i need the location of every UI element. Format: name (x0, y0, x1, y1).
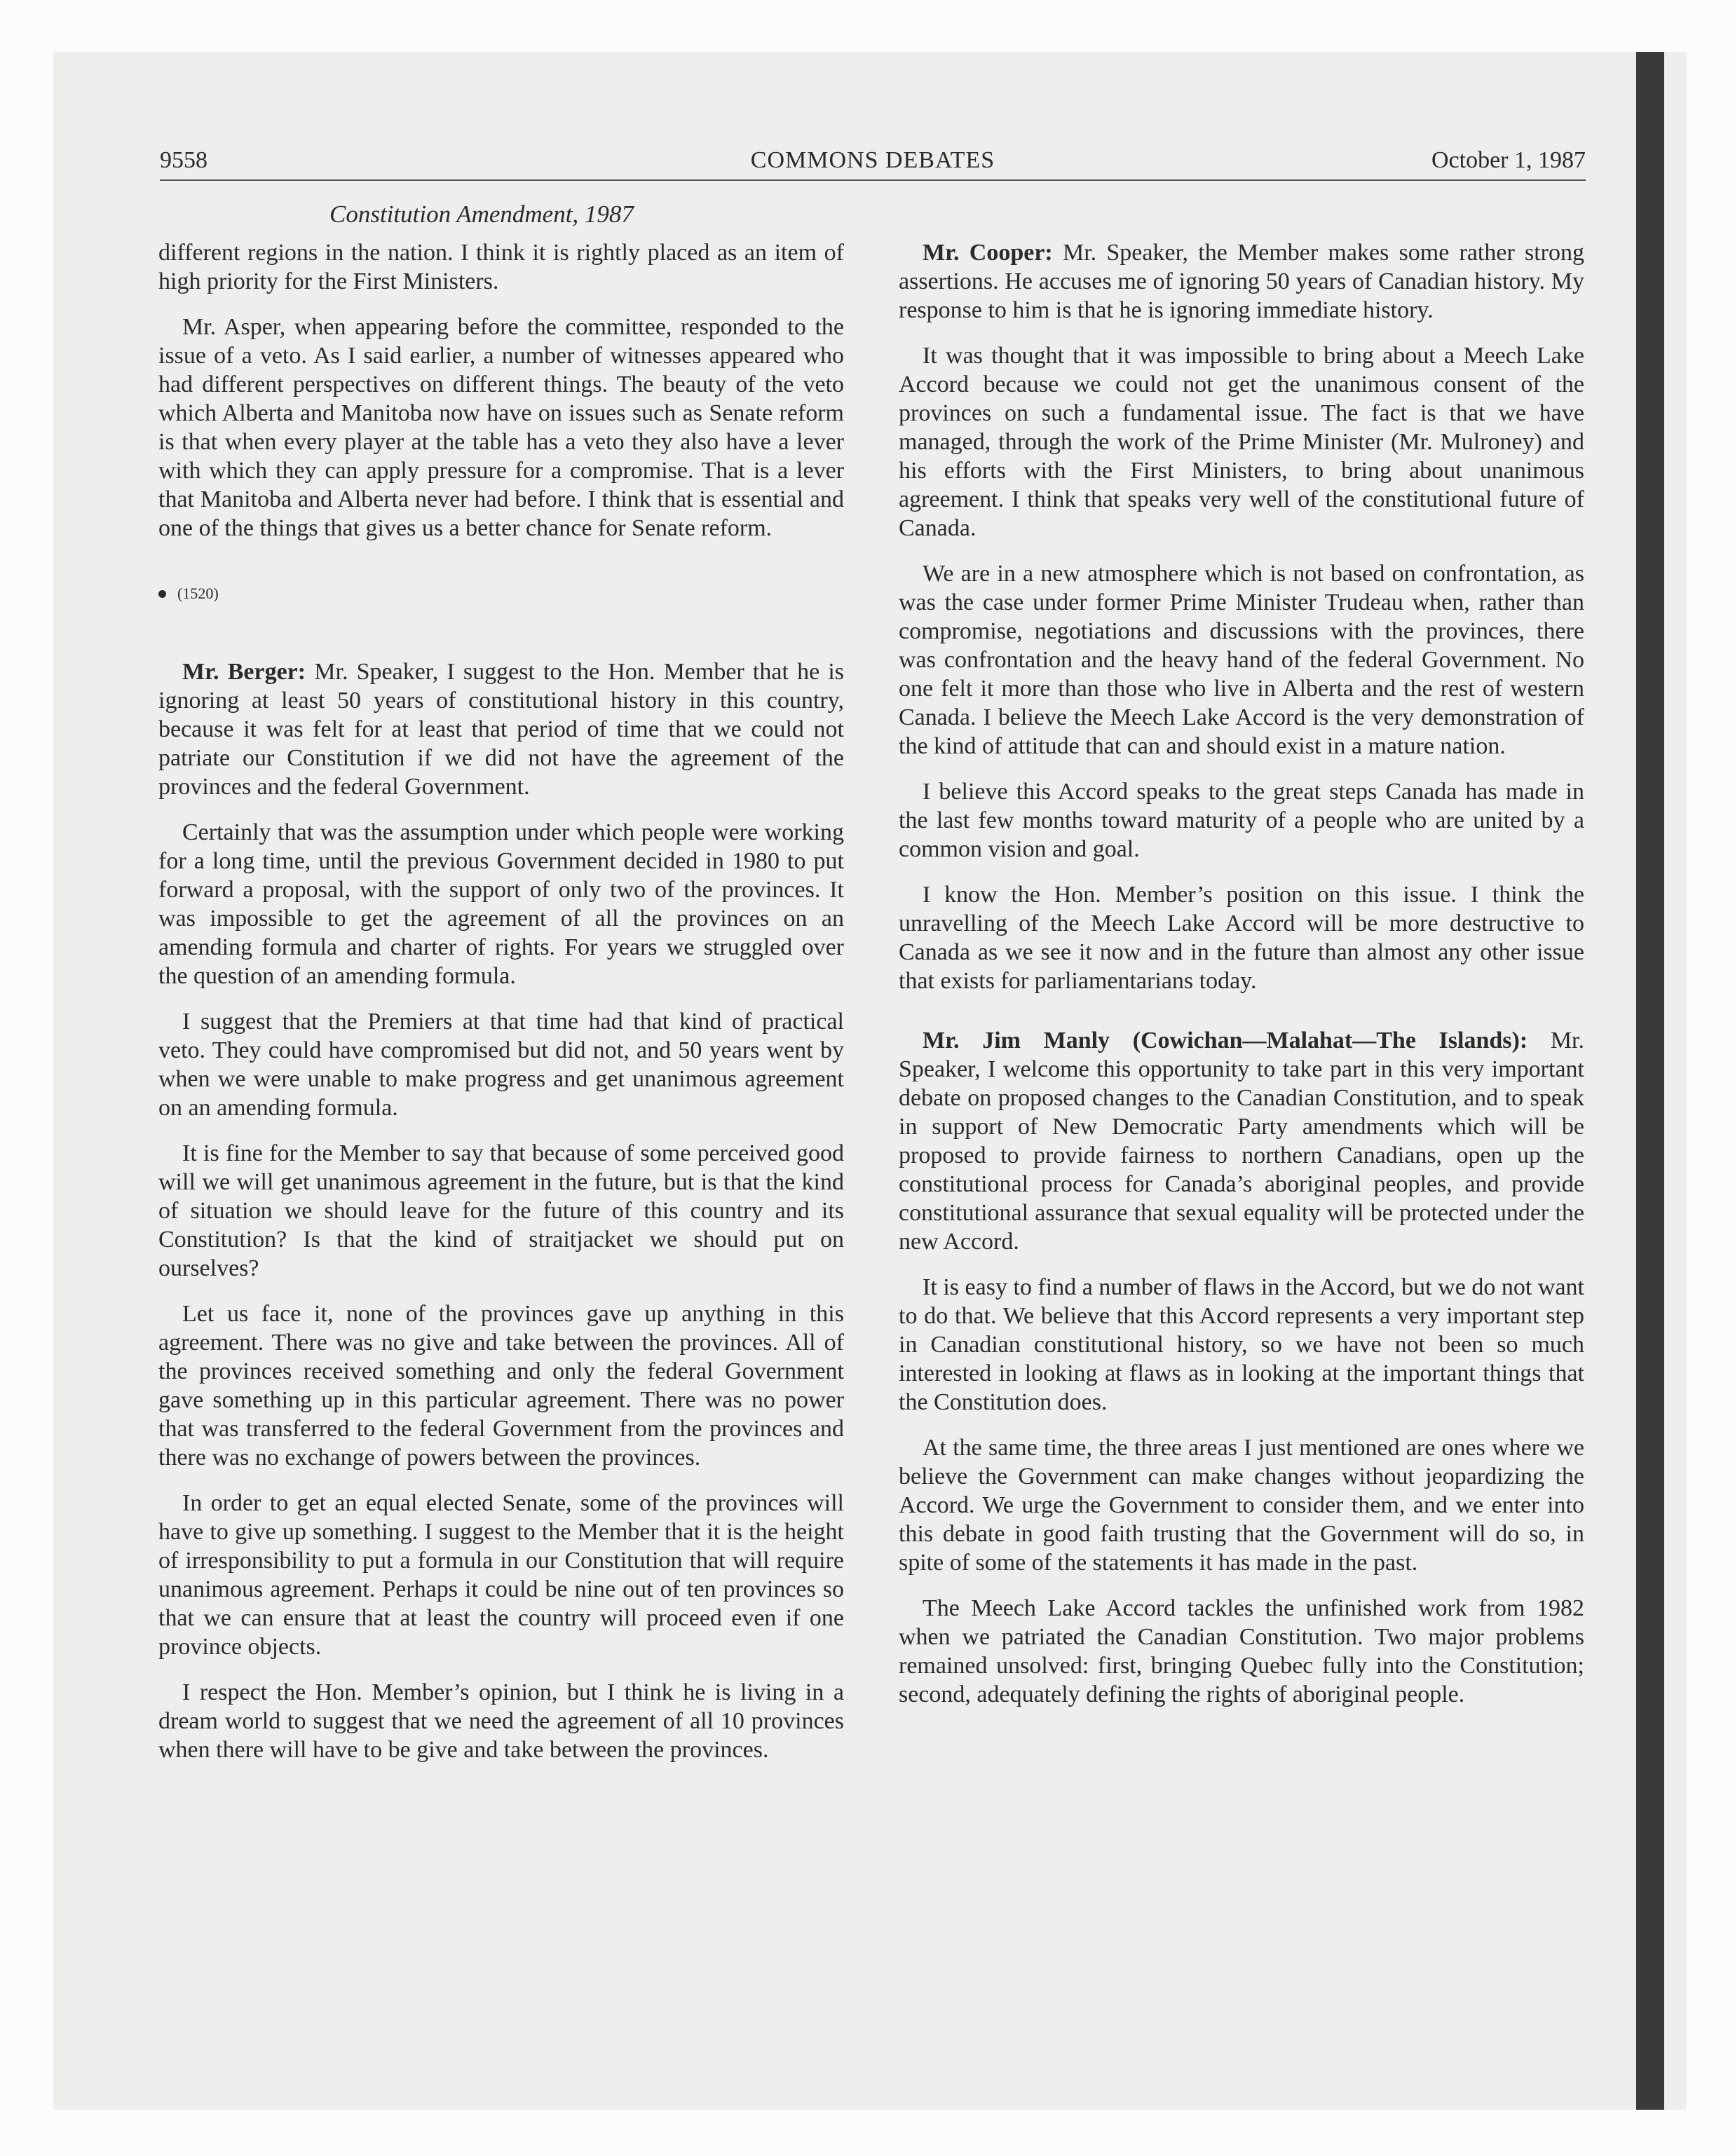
speech-text: Mr. Speaker, I welcome this opportunity to take part in this very important debate on proposed changes to the Canadian Constitution, and to speak in support of New Democratic Party amendments which will be proposed to provide fairness to northern Canadians, open up the constitutional process for Canada’s aboriginal peoples, and provide constitutional assurance that sexual equality will be protected under the new Accord. (899, 1028, 1584, 1255)
speaker-name: Mr. Cooper: (923, 240, 1053, 266)
header-rule (160, 179, 1586, 181)
paragraph: different regions in the nation. I think it is rightly placed as an item of high priority for the First Ministers. (158, 240, 844, 294)
paragraph: Certainly that was the assumption under which people were working for a long time, until the previous Government decided in 1980 to put forward a proposal, with the support of only two of the provinces. It was impossible to get the agreement of all the provinces on an amending formula and charter of rights. For years we struggled over the question of an amending formula. (158, 819, 844, 989)
paragraph: Mr. Asper, when appearing before the committee, responded to the issue of a veto. As I said earlier, a number of witnesses appeared who had different perspectives on different things. The beauty of the veto which Alberta and Manitoba now have on issues such as Senate reform is that when every player at the table has a veto they also have a lever with which they can apply pressure for a compromise. That is a lever that Manitoba and Alberta never had before. I think that is essential and one of the things that gives us a better chance for Senate reform. (158, 314, 844, 541)
paragraph: I suggest that the Premiers at that time had that kind of practical veto. They could have compromised but did not, and 50 years went by when we were unable to make progress and get unanimous agreement on an amending formula. (158, 1009, 844, 1121)
speech-text: Mr. Speaker, the Member makes some rather strong assertions. He accuses me of ignoring 50 years of Canadian history. My response to him is that he is ignoring immediate history. (899, 240, 1585, 323)
bullet-icon (158, 590, 166, 598)
paragraph: I believe this Accord speaks to the great steps Canada has made in the last few months toward maturity of a people who are united by a common vision and goal. (899, 779, 1584, 862)
speaker-name: Mr. Jim Manly (Cowichan—Malahat—The Islands): (923, 1028, 1528, 1053)
speech-paragraph (899, 238, 1584, 325)
right-column (899, 238, 1584, 1726)
paragraph: It was thought that it was impossible to bring about a Meech Lake Accord because we could not get the unanimous consent of the provinces on such a fundamental issue. The fact is that we have managed, through the work of the Prime Minister (Mr. Mulroney) and his efforts with the First Ministers, to bring about unanimous agreement. I think that speaks very well of the constitutional future of Canada. (899, 343, 1584, 541)
time-marker (158, 583, 844, 604)
page-number: 9558 (160, 147, 207, 173)
paragraph: The Meech Lake Accord tackles the unfinished work from 1982 when we patriated the Canadian Constitution. Two major problems remained unsolved: first, bringing Quebec fully into the Constitution; second, adequately defining the rights of aboriginal people. (899, 1595, 1584, 1707)
paragraph: In order to get an equal elected Senate, some of the provinces will have to give up something. I suggest to the Member that it is the height of irresponsibility to put a formula in our Constitution that will require unanimous agreement. Perhaps it could be nine out of ten provinces so that we can ensure that at least the country will proceed even if one province objects. (158, 1490, 844, 1660)
page-header (160, 147, 1586, 184)
paragraph: I know the Hon. Member’s position on this issue. I think the unravelling of the Meech Lake Accord will be more destructive to Canada as we see it now and in the future than almost any other issue that exists for parliamentarians today. (899, 882, 1584, 994)
time-marker-text: (1520) (177, 585, 219, 602)
scan-edge-shadow (1636, 52, 1664, 2110)
speech-text: Mr. Speaker, I suggest to the Hon. Member that he is ignoring at least 50 years of constitutional history in this country, because it was felt for at least that period of time that we could not patriate our Constitution if we did not have the agreement of the provinces and the federal Government. (158, 659, 844, 800)
paragraph: It is easy to find a number of flaws in the Accord, but we do not want to do that. We believe that this Accord represents a very important step in Canadian constitutional history, so we have not been so much interested in looking at flaws as in looking at the important things that the Constitution does. (899, 1274, 1584, 1415)
issue-date: October 1, 1987 (1431, 147, 1586, 173)
paragraph: At the same time, the three areas I just mentioned are ones where we believe the Government can make changes without jeopardizing the Accord. We urge the Government to consider them, and we enter into this debate in good faith trusting that the Government will do so, in spite of some of the statements it has made in the past. (899, 1435, 1584, 1576)
speech-paragraph (899, 1026, 1584, 1256)
paragraph: We are in a new atmosphere which is not based on confrontation, as was the case under former Prime Minister Trudeau when, rather than compromise, negotiations and discussions with the provinces, there was confrontation and the heavy hand of the federal Government. No one felt it more than those who live in Alberta and the rest of western Canada. I believe the Meech Lake Accord is the very demonstration of the kind of attitude that can and should exist in a mature nation. (899, 561, 1584, 759)
paragraph: I respect the Hon. Member’s opinion, but I think he is living in a dream world to suggest that we need the agreement of all 10 provinces when there will have to be give and take between the provinces. (158, 1679, 844, 1763)
paragraph: It is fine for the Member to say that because of some perceived good will we will get unanimous agreement in the future, but is that the kind of situation we should leave for the future of this country and its Constitution? Is that the kind of straitjacket we should put on ourselves? (158, 1140, 844, 1281)
speech-paragraph (158, 657, 844, 801)
paragraph: Let us face it, none of the provinces gave up anything in this agreement. There was no give and take between the provinces. All of the provinces received something and only the federal Government gave something up in this particular agreement. There was no power that was transferred to the federal Government from the provinces and there was no exchange of powers between the provinces. (158, 1301, 844, 1471)
left-column (158, 238, 844, 1781)
speaker-name: Mr. Berger: (182, 659, 306, 685)
section-title: Constitution Amendment, 1987 (329, 200, 634, 228)
publication-title: COMMONS DEBATES (750, 147, 995, 173)
